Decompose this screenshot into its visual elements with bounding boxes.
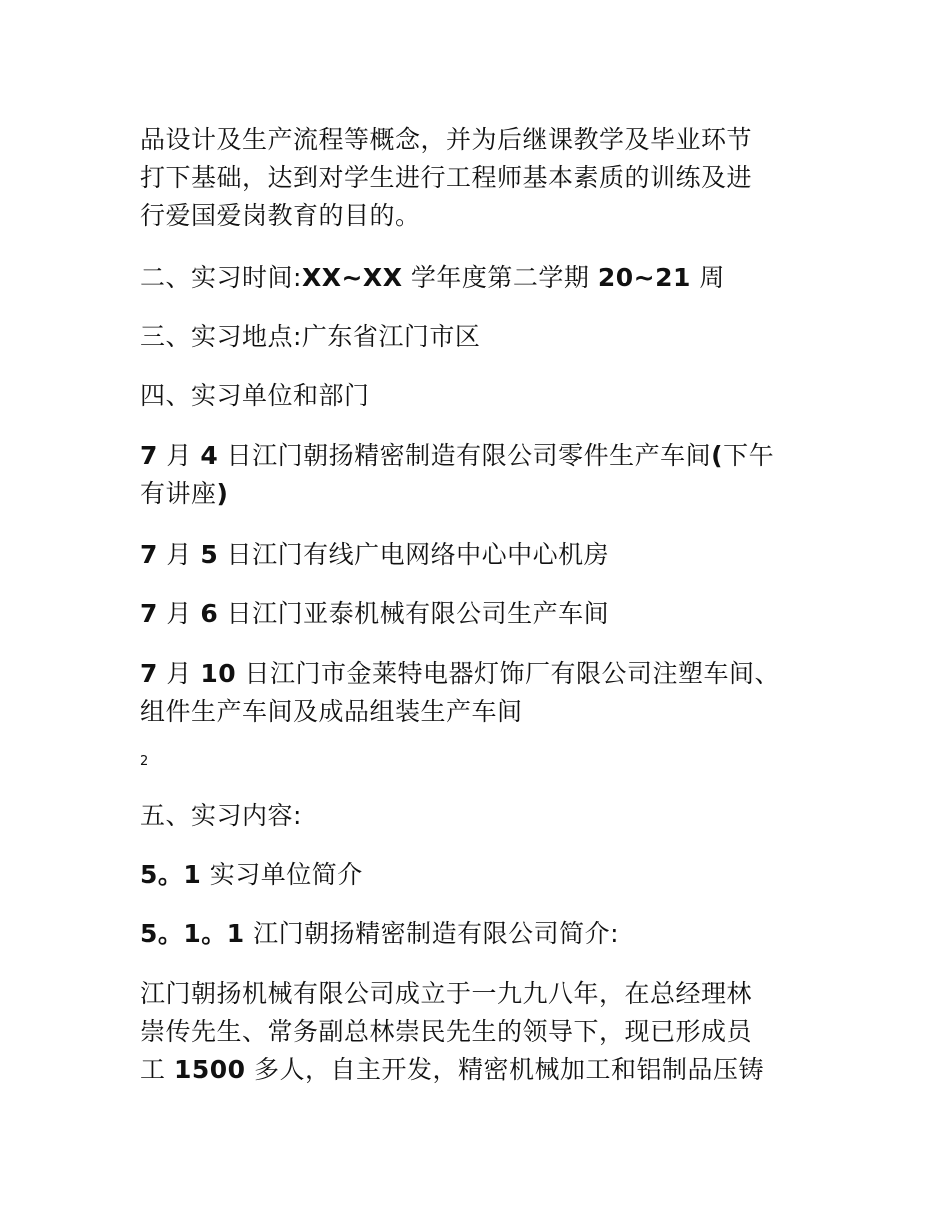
visit-1-day: 4: [200, 441, 219, 470]
subsection-5-1-title: 实习单位简介: [201, 860, 363, 889]
visit-item-2: [140, 536, 820, 574]
company-intro-line-2: 崇传先生、常务副总林崇民先生的领导下，现已形成员: [140, 1017, 753, 1046]
visit-3-text: 日江门亚泰机械有限公司生产车间: [218, 599, 610, 628]
visit-1-paren-close: ): [216, 479, 229, 508]
visit-1-month: 7: [140, 441, 158, 470]
subsection-5-1: [140, 856, 820, 894]
section-internship-content: 五、实习内容:: [140, 801, 302, 830]
section2-year-range: XX~XX: [301, 263, 403, 292]
subsection-5-1-1-title: 江门朝扬精密制造有限公司简介:: [244, 919, 620, 948]
visit-3-month-unit: 月: [157, 599, 201, 628]
intro-line-2: 打下基础，达到对学生进行工程师基本素质的训练及进: [140, 163, 753, 192]
visit-2-day: 5: [200, 540, 219, 569]
section2-suffix: 周: [690, 263, 725, 292]
visit-4-text: 日江门市金莱特电器灯饰厂有限公司注塑车间、: [236, 659, 781, 688]
visit-item-4: [140, 655, 820, 731]
section2-weeks: 20~21: [597, 263, 691, 292]
subsection-5-1-number: 5。1: [140, 860, 202, 889]
visit-1-text: 日江门朝扬精密制造有限公司零件生产车间: [218, 441, 712, 470]
visit-3-day: 6: [200, 599, 219, 628]
visit-item-3: [140, 595, 820, 633]
subsection-5-1-1-number: 5。1。1: [140, 919, 245, 948]
intro-line-1: 品设计及生产流程等概念，并为后继课教学及毕业环节: [140, 125, 753, 154]
visit-1-text-end: 下午: [723, 441, 775, 470]
visit-1-paren-open: (: [711, 441, 724, 470]
visit-2-month-unit: 月: [157, 540, 201, 569]
subsection-5-1-1: [140, 915, 820, 953]
visit-4-month: 7: [140, 659, 158, 688]
section-internship-units: 四、实习单位和部门: [140, 381, 370, 410]
visit-4-month-unit: 月: [157, 659, 201, 688]
visit-4-text-line2: 组件生产车间及成品组装生产车间: [140, 697, 523, 726]
company-intro-employee-count: 1500: [173, 1055, 246, 1084]
company-intro-line-1: 江门朝扬机械有限公司成立于一九九八年，在总经理林: [140, 979, 753, 1008]
intro-line-3: 行爱国爱岗教育的目的。: [140, 201, 421, 230]
company-intro-paragraph: [140, 975, 820, 1089]
visit-4-day: 10: [200, 659, 237, 688]
section2-prefix: 二、实习时间:: [140, 263, 302, 292]
section2-mid: 学年度第二学期: [402, 263, 598, 292]
visit-3-month: 7: [140, 599, 158, 628]
visit-1-text-line2: 有讲座: [140, 479, 217, 508]
company-intro-line-3a: 工: [140, 1055, 174, 1084]
visit-item-1: [140, 437, 820, 513]
company-intro-line-3b: 多人，自主开发，精密机械加工和铝制品压铸: [245, 1055, 764, 1084]
visit-1-month-unit: 月: [157, 441, 201, 470]
intro-paragraph: [140, 121, 820, 235]
visit-2-text: 日江门有线广电网络中心中心机房: [218, 540, 610, 569]
section-internship-time: [140, 259, 820, 297]
visit-2-month: 7: [140, 540, 158, 569]
page-number: 2: [140, 754, 149, 769]
section-internship-location: 三、实习地点:广东省江门市区: [140, 322, 481, 351]
